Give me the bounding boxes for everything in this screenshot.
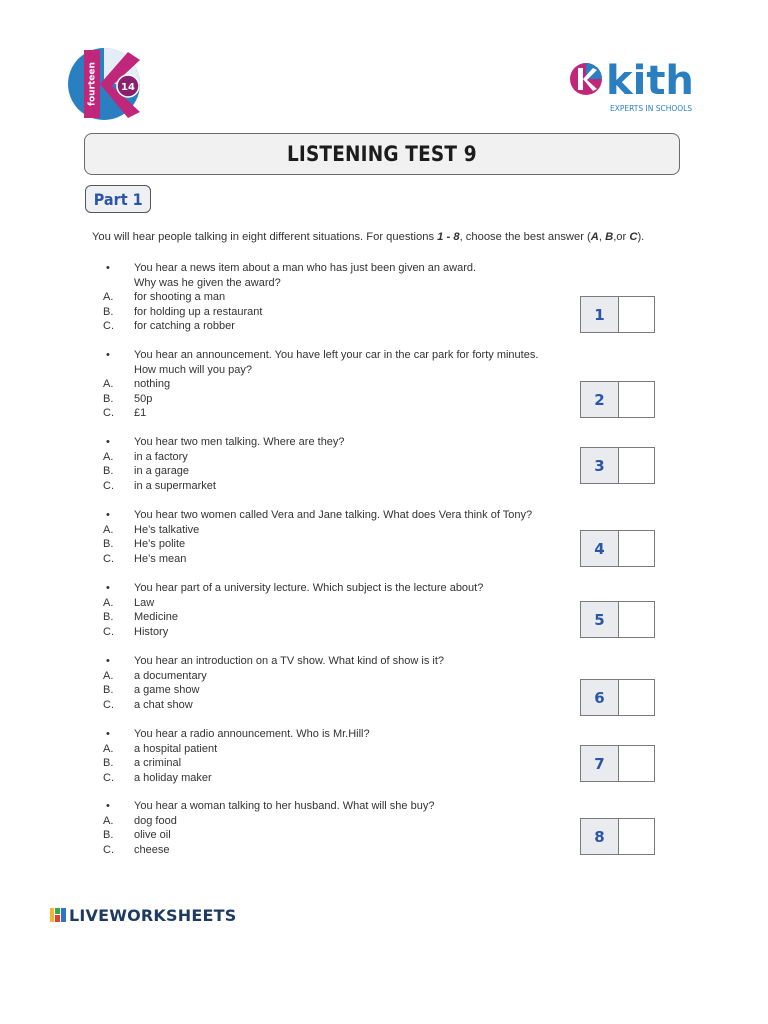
option-text: a holiday maker bbox=[134, 771, 212, 784]
question-stem: You hear part of a university lecture. Which subject is the lecture about? bbox=[134, 582, 484, 594]
option-letter: A. bbox=[103, 596, 114, 609]
option-letter: C. bbox=[103, 843, 114, 856]
option-letter: B. bbox=[103, 305, 114, 318]
answer-box-8 bbox=[580, 818, 655, 855]
option-letter: B. bbox=[103, 611, 114, 624]
option-text: a criminal bbox=[134, 757, 182, 770]
option-text: olive oil bbox=[134, 829, 171, 842]
option-letter: A. bbox=[103, 291, 114, 304]
question-bullet: • bbox=[106, 436, 110, 448]
option-letter: B. bbox=[103, 538, 114, 551]
answer-box-4 bbox=[580, 530, 655, 567]
instructions-range: 1 - 8 bbox=[437, 231, 460, 243]
instructions-text-1: You will hear people talking in eight different situations. For questions bbox=[92, 231, 438, 243]
answer-input[interactable] bbox=[619, 746, 654, 781]
instructions bbox=[92, 231, 644, 243]
option-letter: A. bbox=[103, 669, 114, 682]
option-letter: A. bbox=[103, 742, 114, 755]
question-bullet: • bbox=[106, 262, 110, 274]
option-letter: C. bbox=[103, 479, 114, 492]
footer-brand bbox=[50, 905, 236, 925]
logo-kith-text: kith bbox=[606, 58, 694, 104]
option-text: a documentary bbox=[134, 669, 207, 682]
instructions-option-c: C bbox=[629, 231, 638, 243]
option-text: dog food bbox=[134, 814, 177, 827]
question-stem: You hear two women called Vera and Jane talking. What does Vera think of Tony? bbox=[134, 509, 533, 521]
option-letter: C. bbox=[103, 552, 114, 565]
question-stem: You hear a news item about a man who has just been given an award. bbox=[134, 262, 477, 274]
instructions-sep-1: , bbox=[598, 231, 606, 243]
answer-box-2 bbox=[580, 381, 655, 418]
answer-number: 7 bbox=[581, 746, 619, 781]
question-bullet: • bbox=[106, 509, 110, 521]
logo-fourteen-text: fourteen bbox=[87, 62, 98, 106]
option-text: in a garage bbox=[134, 465, 190, 478]
option-letter: B. bbox=[103, 465, 114, 478]
option-text: Law bbox=[134, 596, 155, 609]
instructions-option-b: B bbox=[605, 231, 614, 243]
question-stem: You hear a radio announcement. Who is Mr.Hill? bbox=[134, 728, 370, 740]
fourteen-logo bbox=[66, 46, 146, 122]
question-stem: You hear a woman talking to her husband. What will she buy? bbox=[134, 800, 435, 812]
option-text: a game show bbox=[134, 684, 200, 697]
option-text: for holding up a restaurant bbox=[134, 305, 263, 318]
answer-input[interactable] bbox=[619, 382, 654, 417]
answer-number: 1 bbox=[581, 297, 619, 332]
option-text: nothing bbox=[134, 378, 171, 391]
option-text: cheese bbox=[134, 843, 170, 856]
question-bullet: • bbox=[106, 655, 110, 667]
option-letter: B. bbox=[103, 829, 114, 842]
option-letter: C. bbox=[103, 771, 114, 784]
option-text: He’s mean bbox=[134, 552, 187, 565]
page-title: LISTENING TEST 9 bbox=[287, 142, 477, 166]
answer-number: 6 bbox=[581, 680, 619, 715]
option-text: a hospital patient bbox=[134, 742, 218, 755]
answer-box-7 bbox=[580, 745, 655, 782]
option-text: a chat show bbox=[134, 698, 193, 711]
question-stem: You hear an announcement. You have left your car in the car park for forty minutes. bbox=[134, 349, 539, 361]
option-letter: B. bbox=[103, 757, 114, 770]
instructions-end: ). bbox=[637, 231, 645, 243]
question-bullet: • bbox=[106, 728, 110, 740]
question-stem: Why was he given the award? bbox=[134, 276, 281, 289]
option-letter: A. bbox=[103, 378, 114, 391]
answer-input[interactable] bbox=[619, 819, 654, 854]
option-letter: C. bbox=[103, 320, 114, 333]
answer-input[interactable] bbox=[619, 531, 654, 566]
kith-logo bbox=[566, 58, 706, 116]
option-text: in a factory bbox=[134, 450, 188, 463]
question-stem: How much will you pay? bbox=[134, 363, 252, 376]
option-letter: C. bbox=[103, 407, 114, 420]
title-banner bbox=[84, 133, 680, 175]
answer-number: 8 bbox=[581, 819, 619, 854]
answer-box-3 bbox=[580, 447, 655, 484]
question-bullet: • bbox=[106, 582, 110, 594]
part-label: Part 1 bbox=[93, 189, 143, 209]
option-text: History bbox=[134, 625, 169, 638]
option-text: for shooting a man bbox=[134, 291, 226, 304]
answer-number: 4 bbox=[581, 531, 619, 566]
question-stem: You hear two men talking. Where are they? bbox=[134, 436, 345, 448]
option-letter: A. bbox=[103, 814, 114, 827]
option-letter: C. bbox=[103, 625, 114, 638]
liveworksheets-icon bbox=[50, 908, 66, 922]
footer-text: LIVEWORKSHEETS bbox=[69, 905, 237, 925]
logo-14-badge: 14 bbox=[121, 82, 135, 93]
instructions-sep-2: ,or bbox=[613, 231, 630, 243]
question-stem: You hear an introduction on a TV show. What kind of show is it? bbox=[134, 655, 445, 667]
question-bullet: • bbox=[106, 800, 110, 812]
answer-number: 5 bbox=[581, 602, 619, 637]
answer-box-6 bbox=[580, 679, 655, 716]
answer-box-5 bbox=[580, 601, 655, 638]
option-letter: B. bbox=[103, 392, 114, 405]
option-letter: A. bbox=[103, 523, 114, 536]
option-text: 50p bbox=[134, 392, 153, 405]
option-letter: B. bbox=[103, 684, 114, 697]
part-label-box bbox=[85, 185, 151, 213]
logo-tagline: EXPERTS IN SCHOOLS bbox=[610, 104, 693, 113]
question-bullet: • bbox=[106, 349, 110, 361]
answer-number: 3 bbox=[581, 448, 619, 483]
answer-input[interactable] bbox=[619, 448, 654, 483]
option-letter: C. bbox=[103, 698, 114, 711]
option-text: for catching a robber bbox=[134, 320, 235, 333]
instructions-text-2: , choose the best answer ( bbox=[459, 231, 591, 243]
option-text: in a supermarket bbox=[134, 479, 216, 492]
option-text: He’s talkative bbox=[134, 523, 200, 536]
option-text: He’s polite bbox=[134, 538, 186, 551]
option-letter: A. bbox=[103, 450, 114, 463]
answer-box-1 bbox=[580, 296, 655, 333]
answer-input[interactable] bbox=[619, 297, 654, 332]
option-text: Medicine bbox=[134, 611, 179, 624]
answer-input[interactable] bbox=[619, 602, 654, 637]
option-text: £1 bbox=[134, 407, 147, 420]
instructions-option-a: A bbox=[590, 231, 599, 243]
answer-input[interactable] bbox=[619, 680, 654, 715]
answer-number: 2 bbox=[581, 382, 619, 417]
